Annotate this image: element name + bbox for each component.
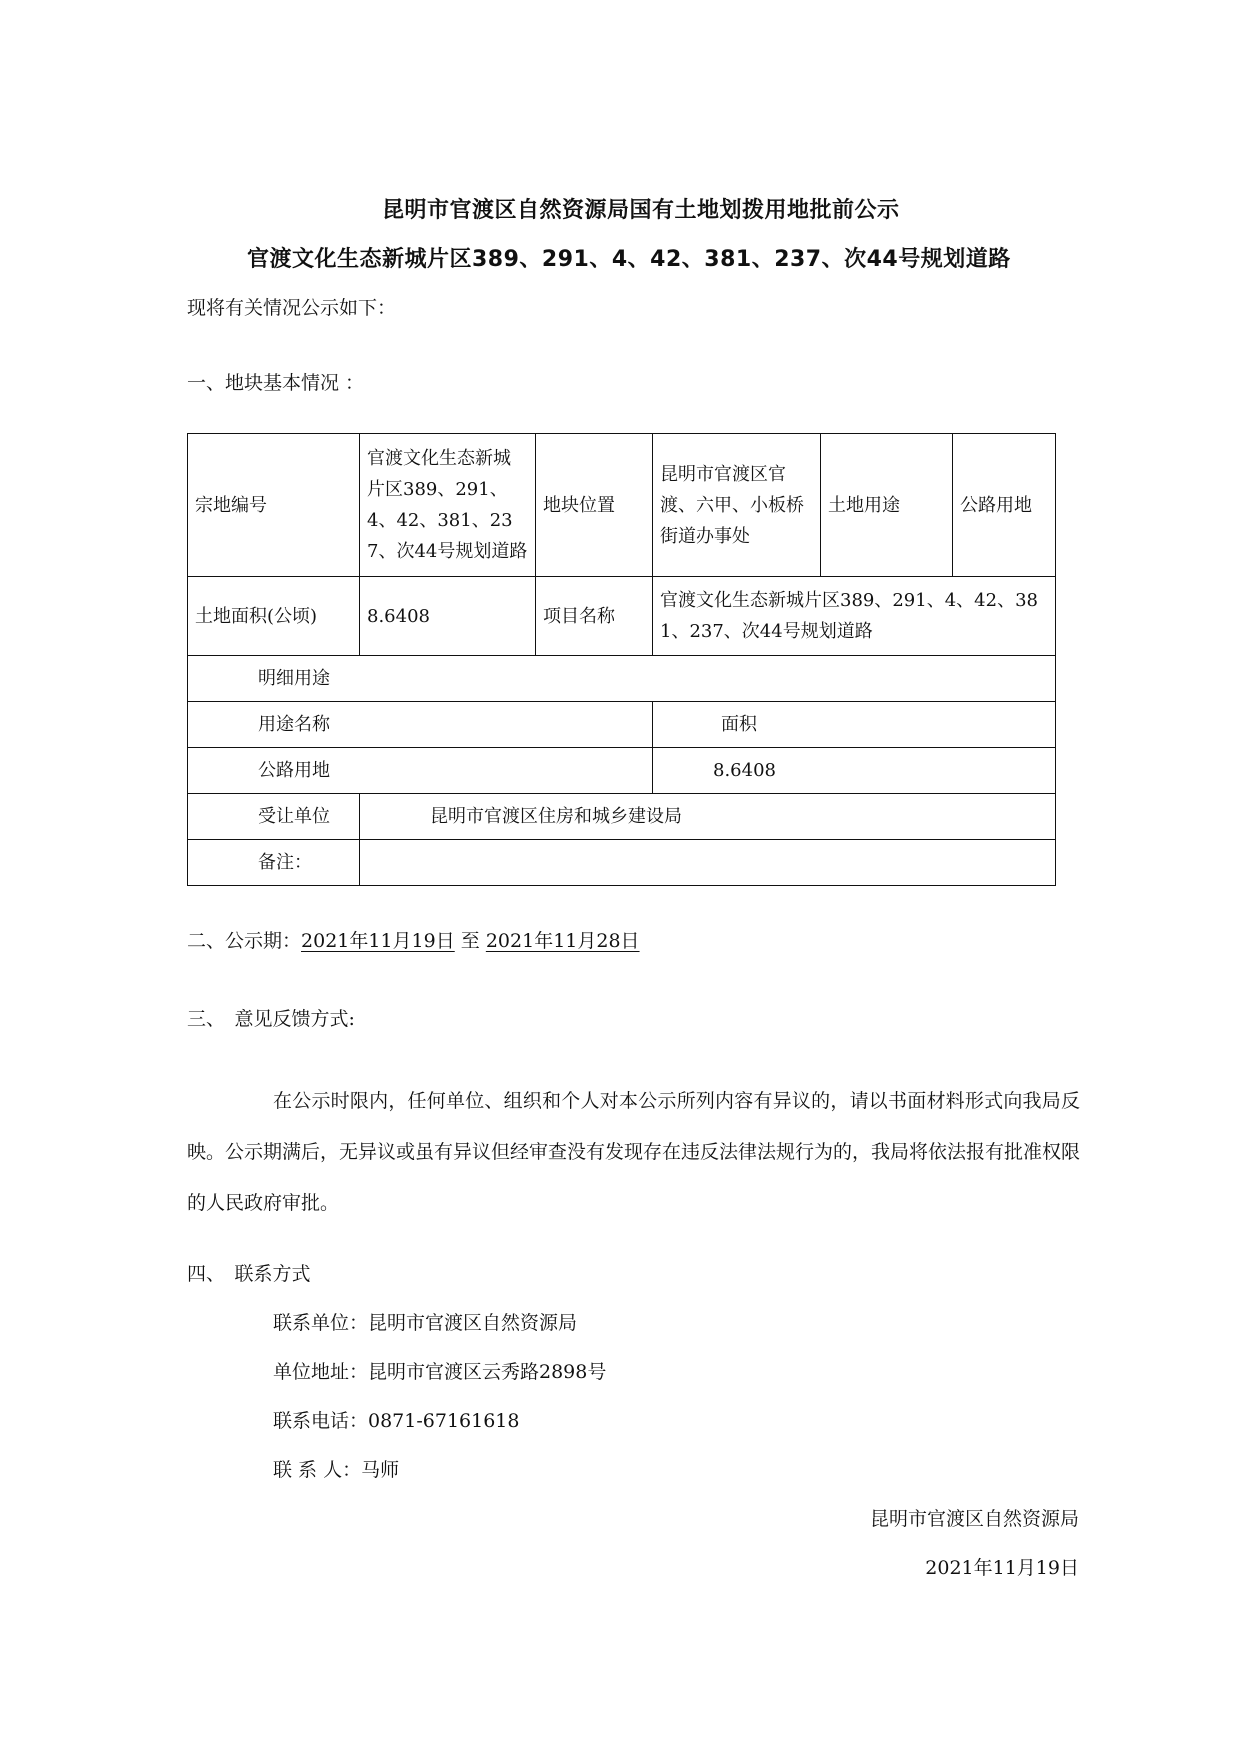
table-row [188,840,1056,886]
table-row [188,794,1056,840]
parcel-info-table [187,433,1056,886]
section-2-heading [187,926,640,953]
grantee-value: 昆明市官渡区住房和城乡建设局 [360,794,1056,840]
location-value: 昆明市官渡区官渡、六甲、小板桥街道办事处 [653,434,821,577]
land-use-label: 土地用途 [821,434,953,577]
section-4-heading: 四、 联系方式 [187,1263,311,1285]
parcel-number-label: 宗地编号 [188,434,360,577]
table-row [188,577,1056,656]
publicity-period-label: 二、公示期： [187,930,302,952]
contact-address: 单位地址：昆明市官渡区云秀路2898号 [273,1361,607,1383]
section-3-heading: 三、 意见反馈方式: [187,1008,355,1030]
land-use-value: 公路用地 [953,434,1056,577]
section-1-heading: 一、地块基本情况 ： [187,372,365,394]
land-area-value: 8.6408 [360,577,536,656]
grantee-label: 受让单位 [188,794,360,840]
feedback-paragraph: 在公示时限内，任何单位、组织和个人对本公示所列内容有异议的，请以书面材料形式向我局反映。公示期满后，无异议或虽有异议但经审查没有发现存在违反法律法规行为的，我局将依法报有批准权限的人民政府审批。 [187,1090,1081,1214]
notice-title: 昆明市官渡区自然资源局国有土地划拨用地批前公示 [382,198,900,223]
table-row [188,656,1056,702]
table-row [188,434,1056,577]
publicity-end-date: 2021年11月28日 [485,930,640,952]
table-row [188,702,1056,748]
contact-unit: 联系单位：昆明市官渡区自然资源局 [273,1312,578,1334]
remark-value [360,840,1056,886]
signature-organization: 昆明市官渡区自然资源局 [869,1508,1079,1530]
notice-subtitle: 官渡文化生态新城片区389、291、4、42、381、237、次44号规划道路 [247,247,1011,272]
use-name-cell: 公路用地 [188,748,653,794]
signature-date: 2021年11月19日 [925,1557,1079,1579]
project-name-value: 官渡文化生态新城片区389、291、4、42、381、237、次44号规划道路 [653,577,1056,656]
parcel-number-value: 官渡文化生态新城片区389、291、4、42、381、237、次44号规划道路 [360,434,536,577]
location-label: 地块位置 [536,434,653,577]
remark-label: 备注： [188,840,360,886]
contact-phone: 联系电话：0871-67161618 [273,1410,520,1432]
use-name-column-header: 用途名称 [188,702,653,748]
detail-use-header: 明细用途 [188,656,1056,702]
publicity-to-word: 至 [460,930,480,952]
table-row [188,748,1056,794]
use-area-cell: 8.6408 [653,748,1056,794]
publicity-start-date: 2021年11月19日 [301,930,455,952]
contact-person: 联 系 人：马师 [273,1459,400,1481]
intro-text: 现将有关情况公示如下： [187,297,397,319]
area-column-header: 面积 [653,702,1056,748]
land-area-label: 土地面积(公顷) [188,577,360,656]
project-name-label: 项目名称 [536,577,653,656]
